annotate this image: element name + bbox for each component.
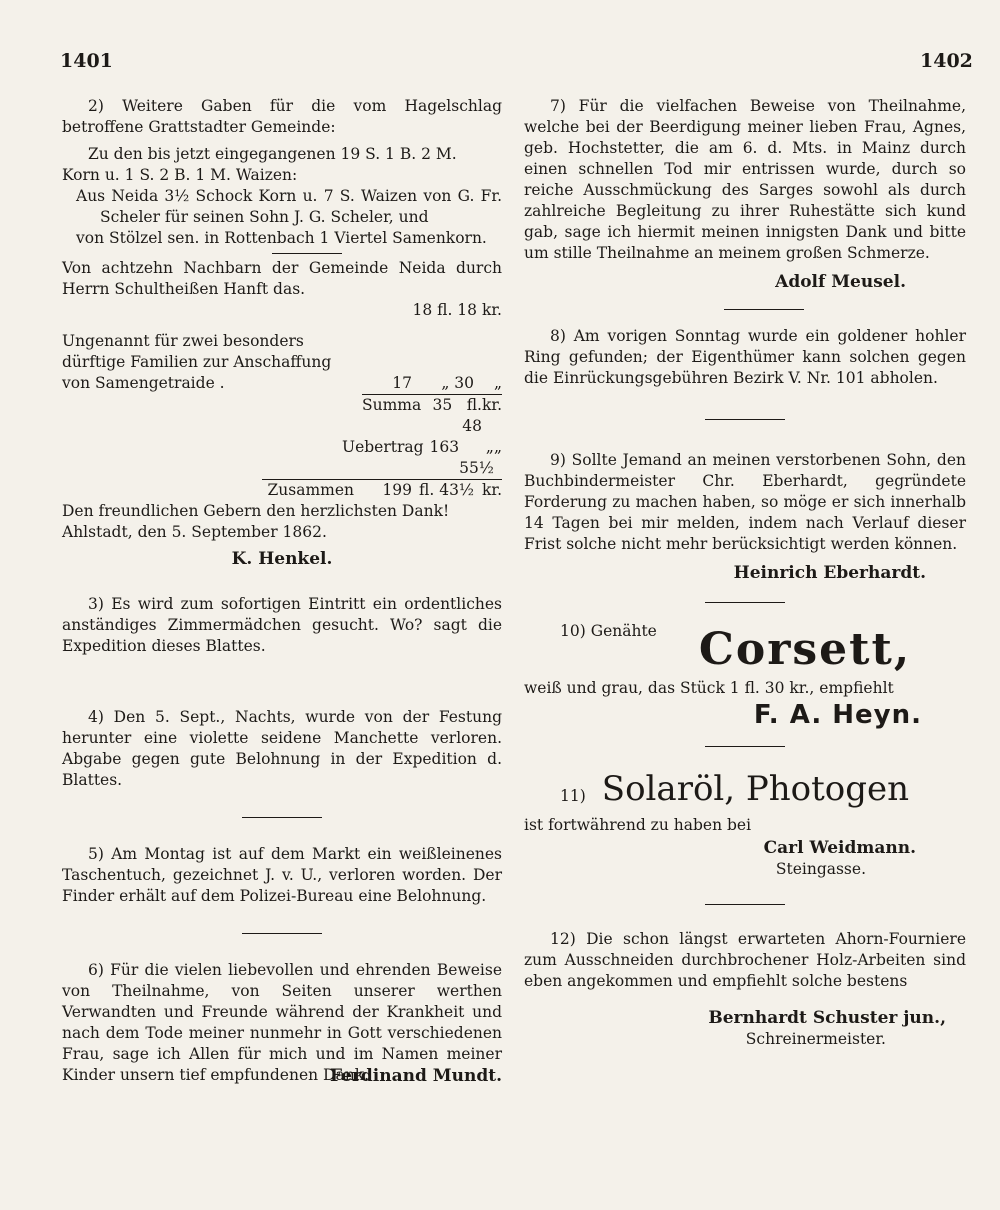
divider — [705, 419, 785, 420]
line-6-v2: „ 30 — [441, 374, 474, 392]
summa-v1: 35 — [432, 396, 453, 414]
divider — [242, 933, 322, 934]
notice-6-signature: Ferdinand Mundt. — [330, 1066, 502, 1086]
zusammen-row — [262, 479, 502, 501]
zusammen-label: Zusammen — [267, 481, 354, 499]
summa-row — [362, 394, 502, 437]
notice-6: 6) Für die vielen liebevollen und ehrenden Beweise von Theilnahme, von Seiten unserer werthen Verwandten und Freunde während der Krankheit und nach dem Tode meiner nunmehr in Gott verschiedenen Frau, sage ich Allen für mich und im Namen meiner Kinder unsern tief empfundenen Dank. — [62, 961, 502, 1084]
divider — [705, 746, 785, 747]
notice-12: 12) Die schon längst erwarteten Ahorn-Fourniere zum Ausschneiden durchbrochener Holz-Arbeiten sind eben angekommen und empfiehlt solche bestens — [524, 930, 966, 990]
notice-2-line-6 — [62, 331, 502, 394]
notice-11-head — [524, 767, 966, 811]
summa-v2: fl. 48 — [462, 396, 482, 435]
divider — [724, 309, 804, 310]
divider — [242, 817, 322, 818]
summa-label: Summa — [362, 396, 422, 414]
right-column — [524, 96, 966, 1050]
divider — [705, 602, 785, 603]
divider — [272, 253, 342, 254]
line-6-label: Ungenannt für zwei besonders dürftige Familien zur Anschaffung von Samengetraide . — [62, 332, 332, 392]
zusammen-v3: kr. — [481, 481, 502, 499]
notice-2-place: Ahlstadt, den 5. September 1862. — [62, 523, 327, 541]
zusammen-v1: 199 — [382, 481, 412, 499]
notice-11-number: 11) — [560, 787, 586, 805]
uebertrag-v3: „ — [493, 438, 502, 456]
notice-11-text: ist fortwährend zu haben bei — [524, 816, 752, 834]
line-6-v3: „ — [493, 374, 502, 392]
notice-8: 8) Am vorigen Sonntag wurde ein goldener hohler Ring gefunden; der Eigenthümer kann solchen gegen die Einrückungsgebühren Bezirk V. Nr. 101 abholen. — [524, 327, 966, 387]
notice-11-street: Steingasse. — [775, 860, 866, 878]
notice-5: 5) Am Montag ist auf dem Markt ein weißleinenes Taschentuch, gezeichnet J. v. U., verloren worden. Der Finder erhält auf dem Polizei-Bureau eine Belohnung. — [62, 845, 502, 905]
notice-9: 9) Sollte Jemand an meinen verstorbenen Sohn, den Buchbindermeister Chr. Eberhardt, gegründete Forderung zu machen haben, so möge er sich innerhalb 14 Tagen bei mir melden, indem nach Verlauf dieser Frist solche nicht mehr berücksichtigt werden können. — [524, 451, 966, 553]
uebertrag-v2: „ 55½ — [459, 438, 494, 477]
notice-11-signature: Carl Weidmann. — [763, 838, 916, 858]
notice-2-signature: K. Henkel. — [231, 549, 333, 569]
left-column — [62, 96, 502, 1087]
notice-2-line-5: Von achtzehn Nachbarn der Gemeinde Neida durch Herrn Schultheißen Hanft das. — [62, 259, 502, 298]
notice-10-text: weiß und grau, das Stück 1 fl. 30 kr., empfiehlt — [524, 679, 894, 697]
uebertrag-label: Uebertrag — [342, 438, 424, 456]
notice-7-signature: Adolf Meusel. — [775, 272, 906, 292]
notice-7: 7) Für die vielfachen Beweise von Theilnahme, welche bei der Beerdigung meiner lieben Frau, Agnes, geb. Hochstetter, die am 6. d. Mts. in Mainz durch einen schnellen Tod mir entrissen wurde, durch so reiche Ausschmückung des Sarges sowohl als durch zahlreiche Begleitung zu ihrer Ruhestätte sich kund gab, sage ich hiermit meinen innigsten Dank und bitte um stille Theilnahme an meinem großen Schmerze. — [524, 97, 966, 262]
summa-v3: kr. — [481, 396, 502, 414]
notice-10-headline: Corsett, — [698, 624, 912, 675]
page-number-left: 1401 — [60, 50, 113, 72]
notice-2-line-1: Zu den bis jetzt eingegangenen 19 S. 1 B. 2 M. — [88, 145, 457, 163]
notice-4: 4) Den 5. Sept., Nachts, wurde von der Festung herunter eine violette seidene Manchette verloren. Abgabe gegen gute Belohnung in der Expedition d. Blattes. — [62, 708, 502, 789]
notice-2-thanks: Den freundlichen Gebern den herzlichsten Dank! — [62, 502, 450, 520]
page-number-right: 1402 — [920, 50, 973, 72]
zusammen-v2: fl. 43½ — [419, 481, 474, 499]
notice-10-prefix: 10) Genähte — [560, 622, 657, 640]
uebertrag-row — [342, 437, 502, 479]
uebertrag-v1: 163 — [429, 438, 460, 456]
divider — [705, 904, 785, 905]
notice-2-intro: 2) Weitere Gaben für die vom Hagelschlag betroffene Grattstadter Gemeinde: — [62, 97, 502, 136]
line-6-v1: 17 — [392, 374, 412, 392]
notice-3: 3) Es wird zum sofortigen Eintritt ein ordentliches anständiges Zimmermädchen gesucht. Wo? sagt die Expedition dieses Blattes. — [62, 595, 502, 655]
notice-12-signature: Bernhardt Schuster jun., — [708, 1008, 946, 1028]
notice-12-subtitle: Schreinermeister. — [745, 1030, 886, 1048]
notice-11-headline: Solaröl, Photogen — [601, 769, 910, 809]
notice-9-signature: Heinrich Eberhardt. — [733, 563, 926, 583]
notice-2-line-2: Korn u. 1 S. 2 B. 1 M. Waizen: — [62, 166, 298, 184]
notice-10-signature: F. A. Heyn. — [753, 700, 922, 730]
notice-2-line-3: Aus Neida 3½ Schock Korn u. 7 S. Waizen von G. Fr. Scheler für seinen Sohn J. G. Scheler, und — [76, 187, 502, 226]
notice-2-line-5-amount: 18 fl. 18 kr. — [412, 301, 502, 319]
notice-2-line-4: von Stölzel sen. in Rottenbach 1 Viertel Samenkorn. — [76, 229, 487, 247]
